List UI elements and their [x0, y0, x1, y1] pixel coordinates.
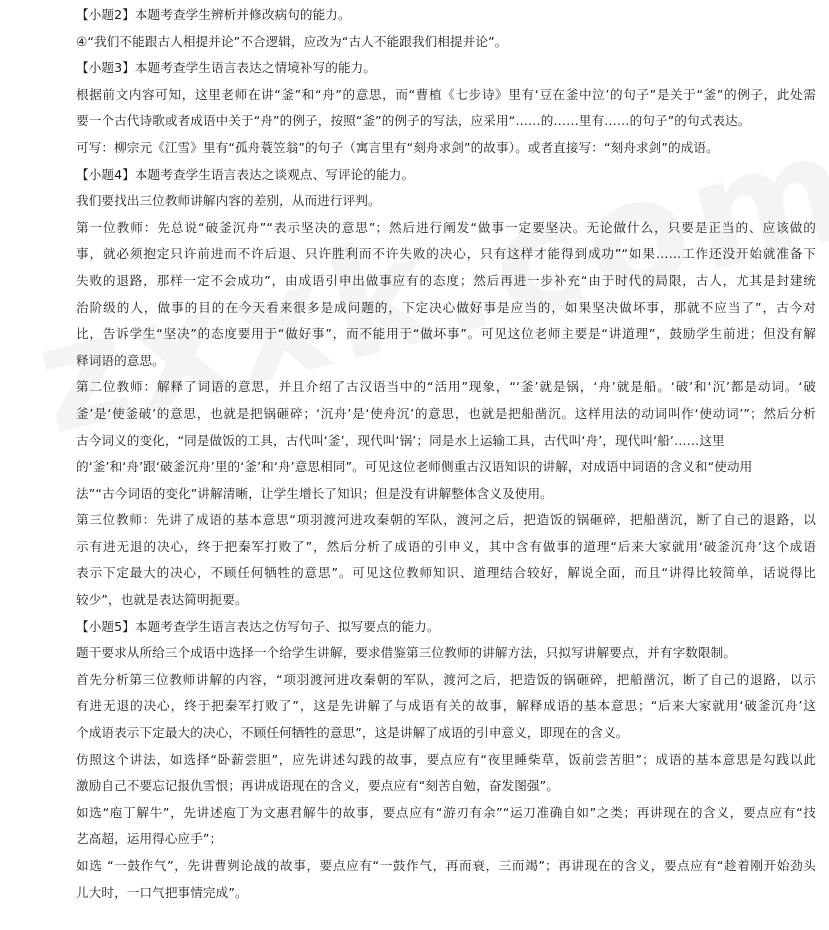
text-line: 事，就必须抱定只许前进而不许后退、只许胜利而不许失败的决心，只有这样才能得到成功”“如果……工作还没开始就准备下 [76, 246, 816, 262]
document-body [0, 2, 829, 906]
text-line: 艺高超，运用得心应手”； [76, 831, 223, 847]
text-line: 表示下定最大的决心，不顾任何牺牲的意思”。可见这位教师知识、道理结合较好，解说全面，而且“讲得比较简单，话说得比 [76, 565, 816, 581]
text-line: 比，告诉学生“坚决”的态度要用于“做好事”，而不能用于“做坏事”。可见这位老师主要是“讲道理”，鼓励学生前进；但没有解 [76, 326, 816, 342]
text-line: ④“我们不能跟古人相提并论”不合逻辑，应改为“古人不能跟我们相提并论”。 [76, 33, 508, 49]
text-line: 第一位教师：先总说“破釜沉舟”“表示坚决的意思”；然后进行阐发“做事一定要坚决。无论做什么，只要是正当的、应该做的 [76, 219, 816, 235]
text-line: 古今词义的变化，“同是做饭的工具，古代叫‘釜’，现代叫‘锅’；同是水上运输工具，古代叫‘舟’，现代叫‘船’……这里 [76, 432, 725, 448]
text-line: 示有进无退的决心，终于把秦军打败了”，然后分析了成语的引申义，其中含有做事的道理“后来大家就用‘破釜沉舟’这个成语 [76, 538, 816, 554]
text-line: 儿大时，一口气把事情完成”。 [76, 884, 248, 900]
text-line: 治阶级的人，做事的目的在今天看来很多是成问题的，下定决心做好事是应当的，如果坚决做坏事，那就不应当了”，古今对 [76, 299, 816, 315]
text-line: 有进无退的决心，终于把秦军打败了”，这是先讲解了与成语有关的故事，解释成语的基本意思；“后来大家就用‘破釜沉舟’这 [76, 698, 816, 714]
text-line: 第二位教师：解释了词语的意思，并且介绍了古汉语当中的“活用”现象，“‘釜’就是锅，‘舟’就是船。‘破’和‘沉’都是动词。‘破 [76, 379, 816, 395]
text-line: 可写：柳宗元《江雪》里有“孤舟蓑笠翁”的句子（寓言里有“刻舟求剑”的故事）。或者直接写：“刻舟求剑”的成语。 [76, 139, 719, 155]
text-line: 激励自己不要忘记报仇雪恨；再讲成语现在的含义，要点应有“刻苦自勉，奋发图强”。 [76, 778, 559, 794]
text-line: 个成语表示下定最大的决心，不顾任何牺牲的意思”，这是讲解了成语的引申意义，即现在的含义。 [76, 725, 629, 741]
text-line: 第三位教师：先讲了成语的基本意思“项羽渡河进攻秦朝的军队，渡河之后，把造饭的锅砸碎，把船凿沉，断了自己的退路，以 [76, 512, 816, 528]
text-line: 我们要找出三位教师讲解内容的差别，从而进行评判。 [76, 193, 381, 209]
text-line: 的‘釜’和‘舟’跟‘破釜沉舟’里的‘釜’和‘舟’意思相同”。可见这位老师侧重古汉语知识的讲解，对成语中词语的含义和“使动用 [76, 459, 753, 475]
text-line: 仿照这个讲法，如选择“卧薪尝胆”，应先讲述勾践的故事，要点应有“夜里睡柴草，饭前尝苦胆”；成语的基本意思是勾践以此 [76, 751, 816, 767]
text-line: 【小题2】本题考查学生辨析并修改病句的能力。 [76, 7, 351, 22]
text-line: 较少”，也就是表达简明扼要。 [76, 592, 248, 608]
text-line: 如选“庖丁解牛”，先讲述庖丁为文惠君解牛的故事，要点应有“游刃有余”“运刀准确自如”之类；再讲现在的含义，要点应有“技 [76, 804, 816, 820]
text-line: 要一个古代诗歌或者成语中关于“舟”的例子，按照“釜”的例子的写法，应采用“……的……里有……的句子”的句式表达。 [76, 113, 751, 129]
text-line: 题干要求从所给三个成语中选择一个给学生讲解，要求借鉴第三位教师的讲解方法，只拟写讲解要点，并有字数限制。 [76, 645, 737, 661]
text-line: 【小题4】本题考查学生语言表达之谈观点、写评论的能力。 [76, 166, 415, 182]
text-line: 如选 “一鼓作气”，先讲曹刿论战的故事，要点应有“一鼓作气，再而衰，三而竭”；再讲现在的含义，要点应有“趁着刚开始劲头 [76, 858, 816, 873]
text-line: 首先分析第三位教师讲解的内容，“项羽渡河进攻秦朝的军队，渡河之后，把造饭的锅砸碎，把船凿沉，断了自己的退路，以示 [76, 671, 816, 687]
text-line: 失败的退路，那样一定不会成功”，由成语引申出做事应有的态度；然后再进一步补充“由于时代的局限，古人，尤其是封建统 [76, 272, 816, 288]
text-line: 法”“古今词语的变化”讲解清晰，让学生增长了知识；但是没有讲解整体含义及使用。 [76, 485, 553, 501]
text-line: 釜’是‘使釜破’的意思，也就是把锅砸碎；‘沉舟’是‘使舟沉’的意思，也就是把船凿沉。这样用法的动词叫作‘使动词’”；然后分析 [76, 405, 816, 421]
text-line: 根据前文内容可知，这里老师在讲“釜”和“舟”的意思，而“曹植《七步诗》里有‘豆在釜中泣’的句子”是关于“釜”的例子，此处需 [76, 86, 816, 102]
text-line: 释词语的意思。 [76, 352, 165, 368]
text-line: 【小题3】本题考查学生语言表达之情境补写的能力。 [76, 60, 377, 76]
text-line: 【小题5】本题考查学生语言表达之仿写句子、拟写要点的能力。 [76, 618, 440, 634]
